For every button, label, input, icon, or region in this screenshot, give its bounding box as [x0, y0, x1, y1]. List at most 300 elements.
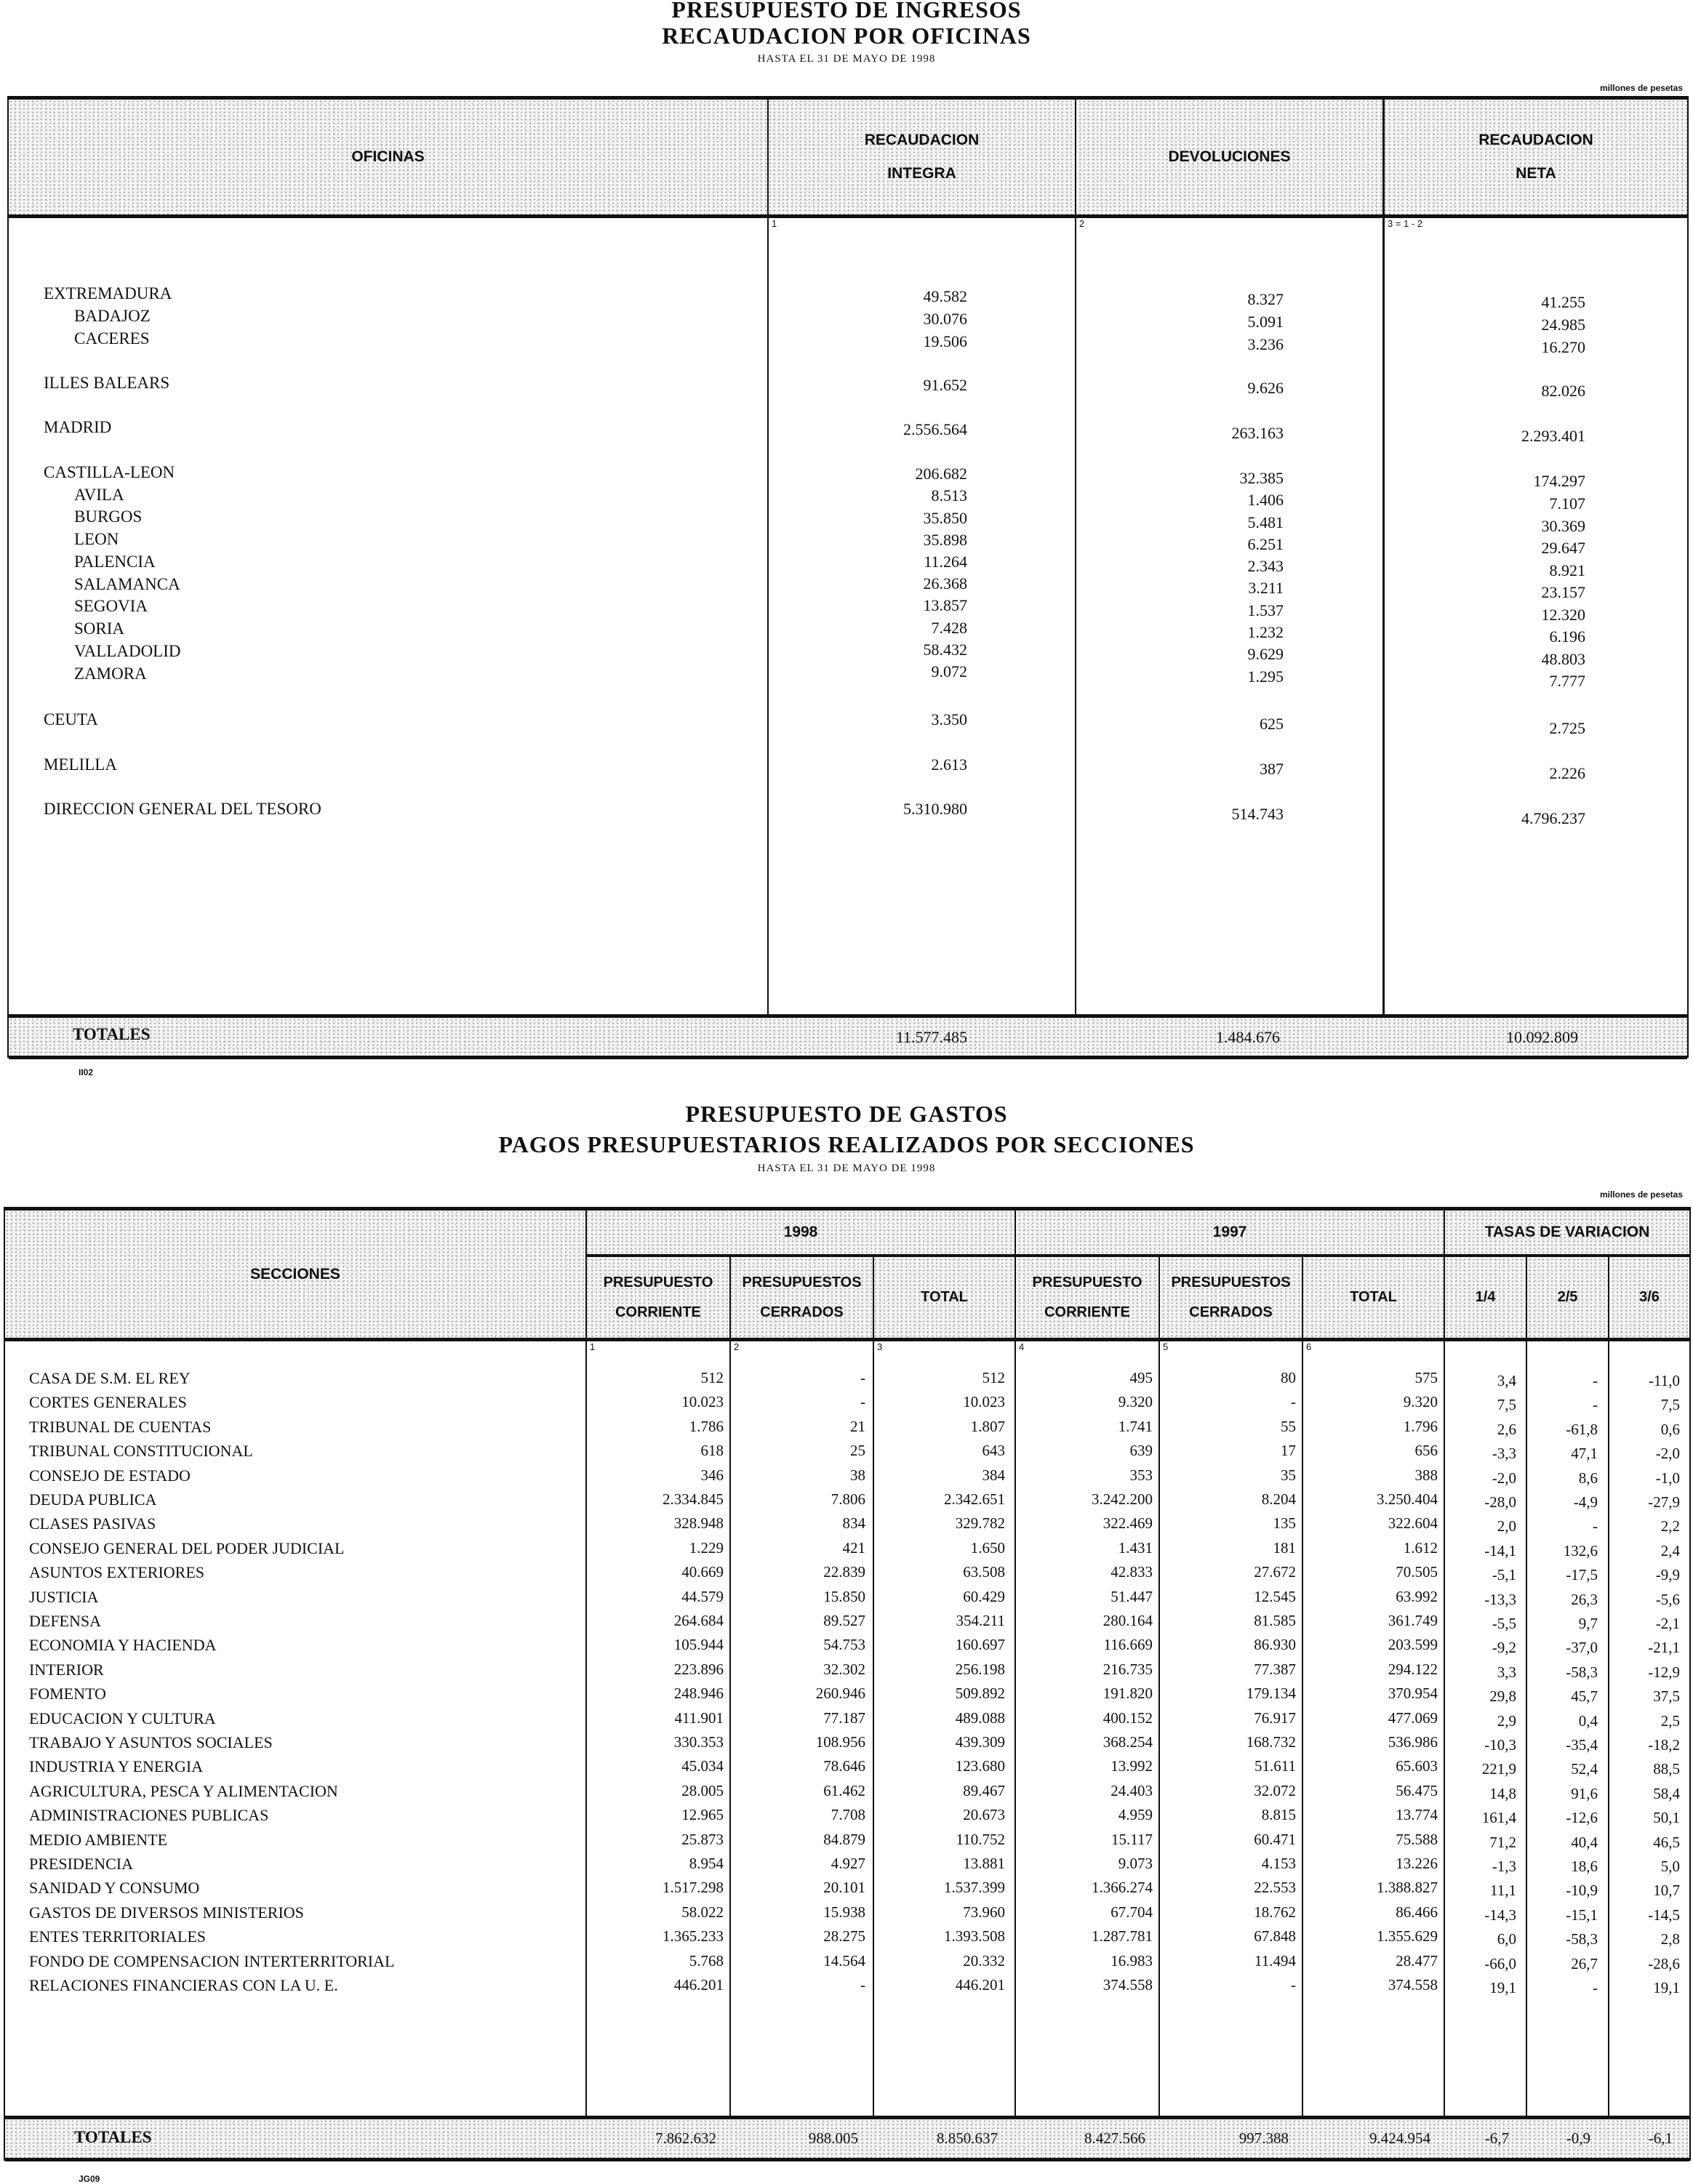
- total-cell: 988.005: [808, 2129, 858, 2147]
- cell-neta: 4.796.237: [1521, 809, 1585, 827]
- header-tasas-label: TASAS DE VARIACION: [1484, 1224, 1650, 1240]
- table-cell: 17: [1281, 1442, 1296, 1459]
- table-cell: 328.948: [673, 1514, 724, 1532]
- cell-integra: 5.310.980: [903, 800, 967, 818]
- total-cell: 8.427.566: [1084, 2129, 1145, 2147]
- row-name: MADRID: [44, 418, 112, 436]
- cell-devoluciones: 514.743: [1231, 805, 1284, 823]
- table-cell: 446.201: [955, 1976, 1005, 1994]
- table-cell: 7.708: [831, 1806, 865, 1823]
- table-cell: 3,4: [1497, 1372, 1516, 1389]
- totals-label: TOTALES: [73, 1025, 151, 1043]
- table-cell: -10,9: [1566, 1882, 1598, 1899]
- row-name: JUSTICIA: [29, 1588, 99, 1606]
- table-cell: 12.965: [681, 1806, 724, 1823]
- row-name: BADAJOZ: [74, 307, 151, 325]
- table-cell: 116.669: [1103, 1636, 1153, 1653]
- colnum-3: 3 = 1 - 2: [1388, 218, 1423, 229]
- table-cell: 8,6: [1578, 1469, 1598, 1487]
- table-cell: 61.462: [823, 1782, 865, 1799]
- header-rate-3-6: [1609, 1257, 1689, 1338]
- table-cell: 27.672: [1254, 1563, 1296, 1581]
- table-cell: 26,3: [1571, 1591, 1598, 1608]
- table-cell: 18.762: [1254, 1903, 1296, 1921]
- row-name: TRIBUNAL DE CUENTAS: [29, 1418, 212, 1436]
- table-cell: 161,4: [1481, 1809, 1516, 1826]
- table-cell: 368.254: [1102, 1733, 1153, 1751]
- table-cell: 22.553: [1254, 1879, 1296, 1896]
- table-cell: 22.839: [823, 1563, 865, 1581]
- ingresos-footer-code: II02: [79, 1067, 94, 1077]
- table-cell: 5.768: [689, 1952, 724, 1970]
- cell-neta: 29.647: [1541, 539, 1585, 557]
- row-name: CLASES PASIVAS: [29, 1514, 156, 1533]
- table-cell: 13.774: [1396, 1806, 1438, 1823]
- row-name: CORTES GENERALES: [29, 1393, 187, 1411]
- table-cell: 91,6: [1571, 1785, 1598, 1802]
- row-name: ILLES BALEARS: [44, 374, 170, 392]
- table-cell: 56.475: [1396, 1782, 1438, 1799]
- table-cell: 67.848: [1254, 1927, 1296, 1945]
- table-cell: 40,4: [1571, 1834, 1598, 1851]
- table-cell: 25: [850, 1442, 865, 1459]
- cell-neta: 16.270: [1541, 338, 1585, 356]
- table-cell: 40.669: [681, 1563, 724, 1581]
- table-cell: -: [1593, 1372, 1598, 1389]
- table-cell: 7,5: [1660, 1396, 1680, 1413]
- table-cell: 52,4: [1571, 1760, 1598, 1778]
- row-name: ZAMORA: [74, 665, 147, 683]
- table-cell: -18,2: [1648, 1736, 1680, 1754]
- column-divider: [1608, 1256, 1609, 2154]
- row-name: ADMINISTRACIONES PUBLICAS: [29, 1806, 269, 1824]
- table-cell: -14,5: [1648, 1906, 1680, 1924]
- table-cell: 51.611: [1254, 1757, 1296, 1775]
- table-cell: -: [860, 1976, 865, 1994]
- table-cell: 105.944: [673, 1636, 724, 1653]
- gastos-date: HASTA EL 31 DE MAYO DE 1998: [757, 1163, 936, 1174]
- gastos-table: [4, 1207, 1691, 2161]
- total-cell: 9.424.954: [1369, 2129, 1430, 2147]
- table-cell: -58,3: [1566, 1663, 1598, 1681]
- cell-devoluciones: 9.626: [1247, 379, 1284, 397]
- table-cell: 86.466: [1396, 1903, 1438, 1921]
- table-cell: 14,8: [1489, 1785, 1516, 1802]
- table-cell: -1,0: [1655, 1469, 1680, 1487]
- row-name: SANIDAD Y CONSUMO: [29, 1879, 200, 1897]
- gastos-title: PRESUPUESTO DE GASTOS: [685, 1101, 1008, 1127]
- table-cell: 1.612: [1403, 1539, 1438, 1557]
- table-cell: 73.960: [963, 1903, 1005, 1921]
- label: 1/4: [1475, 1289, 1496, 1305]
- header-devoluciones: [1076, 100, 1382, 214]
- table-cell: 21: [850, 1418, 865, 1435]
- table-cell: -5,5: [1492, 1615, 1516, 1632]
- cell-neta: 82.026: [1541, 382, 1585, 400]
- table-cell: 2,9: [1497, 1712, 1516, 1730]
- header-recaudacion-neta: [1385, 100, 1687, 214]
- table-cell: -9,2: [1492, 1639, 1516, 1656]
- gastos-units-note: millones de pesetas: [1599, 1189, 1683, 1200]
- table-cell: 20.673: [963, 1806, 1005, 1823]
- table-cell: 575: [1414, 1369, 1438, 1386]
- table-cell: 32.072: [1254, 1782, 1296, 1799]
- table-cell: 12.545: [1254, 1588, 1296, 1605]
- cell-devoluciones: 1.537: [1247, 601, 1284, 619]
- cell-neta: 2.226: [1549, 764, 1585, 782]
- table-cell: -4,9: [1573, 1493, 1598, 1511]
- table-cell: -3,3: [1492, 1445, 1516, 1462]
- table-cell: 168.732: [1246, 1733, 1296, 1751]
- table-cell: 2,6: [1497, 1421, 1516, 1438]
- header-1997-total: [1303, 1257, 1444, 1338]
- label-line1: PRESUPUESTO: [1032, 1274, 1142, 1290]
- table-cell: 1.431: [1118, 1539, 1153, 1557]
- cell-devoluciones: 8.327: [1247, 290, 1284, 308]
- column-divider: [1014, 1211, 1016, 2154]
- colnum-1: 1: [772, 218, 777, 229]
- cell-integra: 91.652: [923, 376, 967, 394]
- table-cell: 15.938: [823, 1903, 865, 1921]
- table-cell: 24.403: [1110, 1782, 1153, 1799]
- total-cell: 7.862.632: [655, 2129, 716, 2147]
- table-cell: 536.986: [1388, 1733, 1438, 1751]
- table-cell: 294.122: [1388, 1661, 1438, 1678]
- table-cell: 370.954: [1388, 1685, 1438, 1702]
- table-cell: -1,3: [1492, 1858, 1516, 1875]
- table-cell: 512: [982, 1369, 1005, 1386]
- table-cell: 4.927: [831, 1855, 865, 1872]
- table-cell: 388: [1414, 1466, 1438, 1484]
- cell-integra: 13.857: [923, 596, 967, 614]
- table-cell: 35: [1281, 1466, 1296, 1484]
- table-cell: 1.355.629: [1377, 1927, 1438, 1945]
- colnum-2: 2: [734, 1341, 740, 1352]
- row-name: INTERIOR: [29, 1661, 104, 1679]
- total-cell: -6,7: [1484, 2129, 1509, 2147]
- table-cell: 44.579: [681, 1588, 724, 1605]
- table-cell: 13.992: [1110, 1757, 1153, 1775]
- table-cell: 656: [1414, 1442, 1438, 1459]
- cell-neta: 2.725: [1549, 719, 1585, 737]
- row-name: BURGOS: [74, 507, 143, 526]
- colnum-3: 3: [877, 1341, 883, 1352]
- column-divider: [1382, 100, 1385, 1052]
- table-cell: -: [1593, 1517, 1598, 1535]
- table-cell: -5,6: [1655, 1591, 1680, 1608]
- column-divider: [1526, 1256, 1527, 2154]
- table-cell: 28.005: [681, 1782, 724, 1799]
- table-cell: 248.946: [673, 1685, 724, 1702]
- cell-integra: 26.368: [923, 574, 967, 593]
- cell-neta: 6.196: [1549, 627, 1585, 646]
- table-cell: 439.309: [955, 1733, 1005, 1751]
- table-cell: 76.917: [1254, 1709, 1296, 1727]
- table-cell: 1.650: [970, 1539, 1005, 1557]
- table-cell: 51.447: [1110, 1588, 1153, 1605]
- column-divider: [729, 1256, 731, 2154]
- table-cell: -35,4: [1566, 1736, 1598, 1754]
- table-cell: 9.320: [1118, 1393, 1153, 1410]
- table-cell: 8.815: [1261, 1806, 1296, 1823]
- label: TOTAL: [1350, 1289, 1397, 1305]
- cell-devoluciones: 9.629: [1247, 645, 1284, 663]
- column-divider: [873, 1256, 874, 2154]
- table-cell: 88,5: [1653, 1760, 1680, 1778]
- cell-devoluciones: 1.406: [1247, 491, 1284, 509]
- total-integra: 11.577.485: [895, 1028, 967, 1046]
- cell-integra: 35.898: [923, 531, 967, 549]
- table-cell: 77.187: [823, 1709, 865, 1727]
- table-cell: 374.558: [1102, 1976, 1153, 1994]
- cell-neta: 24.985: [1541, 316, 1585, 334]
- header-1998-presupuesto-corriente: [587, 1257, 729, 1338]
- table-cell: 1.537.399: [944, 1879, 1005, 1896]
- table-cell: -61,8: [1566, 1421, 1598, 1438]
- table-cell: 70.505: [1396, 1563, 1438, 1581]
- cell-integra: 8.513: [931, 486, 967, 505]
- ingresos-date: HASTA EL 31 DE MAYO DE 1998: [757, 53, 936, 65]
- label-line1: PRESUPUESTOS: [1171, 1274, 1291, 1290]
- cell-devoluciones: 5.481: [1247, 513, 1284, 531]
- table-cell: 1.741: [1118, 1418, 1153, 1435]
- table-cell: 55: [1281, 1418, 1296, 1435]
- ingresos-title: PRESUPUESTO DE INGRESOS: [671, 0, 1022, 23]
- header-1998-presupuestos-cerrados: [731, 1257, 873, 1338]
- table-cell: 58.022: [681, 1903, 724, 1921]
- row-name: CEUTA: [44, 710, 98, 728]
- cell-devoluciones: 625: [1260, 715, 1284, 733]
- table-cell: 8.954: [689, 1855, 724, 1872]
- row-name: TRIBUNAL CONSTITUCIONAL: [29, 1442, 253, 1460]
- row-name: DIRECCION GENERAL DEL TESORO: [44, 800, 321, 818]
- table-cell: 264.684: [673, 1612, 724, 1629]
- total-cell: 997.388: [1238, 2129, 1289, 2147]
- cell-neta: 48.803: [1541, 650, 1585, 668]
- table-cell: 86.930: [1254, 1636, 1296, 1653]
- row-name: CONSEJO GENERAL DEL PODER JUDICIAL: [29, 1539, 345, 1557]
- table-cell: 5,0: [1660, 1858, 1680, 1875]
- header-1997-presupuesto-corriente: [1016, 1257, 1158, 1338]
- table-cell: 3.250.404: [1377, 1490, 1438, 1508]
- table-cell: 7,5: [1497, 1396, 1516, 1413]
- cell-devoluciones: 6.251: [1247, 535, 1284, 553]
- table-cell: 89.527: [823, 1612, 865, 1629]
- table-cell: -28,0: [1484, 1493, 1516, 1511]
- column-divider: [1075, 100, 1076, 1052]
- cell-neta: 23.157: [1541, 583, 1585, 601]
- table-cell: 618: [700, 1442, 724, 1459]
- table-cell: 37,5: [1653, 1687, 1680, 1705]
- table-cell: 135: [1273, 1514, 1296, 1532]
- row-name: CASTILLA-LEON: [44, 463, 175, 481]
- table-cell: 495: [1129, 1369, 1153, 1386]
- table-cell: 89.467: [963, 1782, 1005, 1799]
- table-cell: 3.242.200: [1092, 1490, 1153, 1508]
- table-cell: 2,0: [1497, 1517, 1516, 1535]
- cell-integra: 7.428: [931, 619, 967, 637]
- table-cell: 32.302: [823, 1661, 865, 1678]
- table-cell: 322.604: [1388, 1514, 1438, 1532]
- row-name: VALLADOLID: [74, 642, 181, 660]
- table-cell: 1.365.233: [663, 1927, 724, 1945]
- header-year-1998-label: 1998: [783, 1224, 818, 1240]
- table-cell: 203.599: [1388, 1636, 1438, 1653]
- header-oficinas-label: OFICINAS: [351, 148, 425, 165]
- table-cell: 400.152: [1102, 1709, 1153, 1727]
- cell-integra: 2.556.564: [903, 420, 967, 438]
- table-cell: 216.735: [1102, 1661, 1153, 1678]
- table-cell: 834: [842, 1514, 865, 1532]
- table-cell: 2.334.845: [663, 1490, 724, 1508]
- table-cell: 1.388.827: [1377, 1879, 1438, 1896]
- table-cell: 509.892: [955, 1685, 1005, 1702]
- total-cell: -6,1: [1648, 2129, 1673, 2147]
- table-cell: -5,1: [1492, 1566, 1516, 1583]
- table-cell: 7.806: [831, 1490, 865, 1508]
- header-year-1997-label: 1997: [1212, 1224, 1247, 1240]
- totals-label: TOTALES: [74, 2128, 152, 2146]
- table-cell: 2,4: [1660, 1542, 1680, 1559]
- table-cell: -21,1: [1648, 1639, 1680, 1656]
- table-cell: 256.198: [955, 1661, 1005, 1678]
- table-cell: 330.353: [673, 1733, 724, 1751]
- cell-integra: 19.506: [923, 332, 967, 350]
- table-cell: 489.088: [955, 1709, 1005, 1727]
- column-divider: [585, 1211, 587, 2154]
- table-cell: 374.558: [1388, 1976, 1438, 1994]
- label-line1: PRESUPUESTO: [603, 1274, 713, 1290]
- cell-devoluciones: 3.236: [1247, 335, 1284, 353]
- cell-integra: 3.350: [931, 710, 967, 728]
- colnum-4: 4: [1019, 1341, 1025, 1352]
- table-cell: 9,7: [1578, 1615, 1598, 1632]
- table-cell: -12,9: [1648, 1663, 1680, 1681]
- table-cell: 11.494: [1254, 1952, 1296, 1970]
- table-cell: 15.850: [823, 1588, 865, 1605]
- column-divider: [767, 100, 769, 1052]
- table-cell: 1.786: [689, 1418, 724, 1435]
- cell-neta: 7.107: [1549, 494, 1585, 513]
- table-cell: 67.704: [1110, 1903, 1153, 1921]
- table-cell: 0,4: [1578, 1712, 1598, 1730]
- ingresos-units-note: millones de pesetas: [1599, 83, 1683, 93]
- table-cell: 354.211: [956, 1612, 1005, 1629]
- table-cell: -2,0: [1492, 1469, 1516, 1487]
- table-cell: 15.117: [1111, 1831, 1153, 1848]
- cell-devoluciones: 1.232: [1247, 623, 1284, 641]
- total-devoluciones: 1.484.676: [1216, 1028, 1280, 1046]
- table-cell: 132,6: [1563, 1542, 1598, 1559]
- colnum-1: 1: [590, 1341, 596, 1352]
- cell-neta: 12.320: [1541, 606, 1585, 624]
- ingresos-subtitle: RECAUDACION POR OFICINAS: [662, 23, 1031, 49]
- cell-devoluciones: 32.385: [1239, 469, 1284, 487]
- column-divider: [1444, 1211, 1445, 2154]
- cell-neta: 174.297: [1533, 472, 1585, 490]
- table-cell: 13.881: [963, 1855, 1005, 1872]
- cell-neta: 41.255: [1541, 293, 1585, 311]
- label-line2: CORRIENTE: [1044, 1304, 1130, 1320]
- table-cell: 108.956: [815, 1733, 865, 1751]
- row-name: FONDO DE COMPENSACION INTERTERRITORIAL: [29, 1952, 395, 1970]
- table-cell: -27,9: [1648, 1493, 1680, 1511]
- table-cell: 446.201: [673, 1976, 724, 1994]
- table-cell: 10.023: [681, 1393, 724, 1410]
- cell-neta: 7.777: [1549, 672, 1585, 690]
- gastos-footer-code: JG09: [79, 2174, 100, 2184]
- column-divider: [1158, 1256, 1160, 2154]
- table-cell: -: [1593, 1979, 1598, 1996]
- row-name: MEDIO AMBIENTE: [29, 1831, 168, 1849]
- cell-integra: 58.432: [923, 641, 967, 659]
- cell-integra: 30.076: [923, 310, 967, 328]
- table-cell: 353: [1129, 1466, 1153, 1484]
- table-cell: 50,1: [1653, 1809, 1680, 1826]
- ingresos-table: [7, 96, 1689, 1058]
- table-cell: 60.429: [963, 1588, 1005, 1605]
- table-cell: 0,6: [1660, 1421, 1680, 1438]
- table-cell: 20.332: [963, 1952, 1005, 1970]
- table-cell: 6,0: [1497, 1930, 1516, 1948]
- table-cell: 123.680: [955, 1757, 1005, 1775]
- table-cell: 477.069: [1388, 1709, 1438, 1727]
- total-cell: 8.850.637: [937, 2129, 998, 2147]
- table-cell: -11,0: [1649, 1372, 1680, 1389]
- label-line1: PRESUPUESTOS: [742, 1274, 862, 1290]
- cell-devoluciones: 263.163: [1231, 424, 1284, 442]
- table-cell: 45,7: [1571, 1687, 1598, 1705]
- table-cell: -14,1: [1484, 1542, 1516, 1559]
- table-cell: 19,1: [1653, 1979, 1680, 1996]
- table-cell: 13.226: [1396, 1855, 1438, 1872]
- row-name: AVILA: [74, 486, 124, 504]
- row-name: FOMENTO: [29, 1685, 106, 1703]
- cell-devoluciones: 5.091: [1247, 313, 1284, 331]
- header-secciones: [5, 1211, 585, 1338]
- table-cell: 2,2: [1660, 1517, 1680, 1535]
- table-cell: 9.073: [1118, 1855, 1153, 1872]
- table-cell: -66,0: [1484, 1955, 1516, 1972]
- table-cell: -: [1291, 1393, 1296, 1410]
- header-rate-1-4: [1445, 1257, 1526, 1338]
- table-cell: -2,1: [1655, 1615, 1680, 1632]
- table-cell: 4.959: [1118, 1806, 1153, 1823]
- table-cell: -37,0: [1566, 1639, 1598, 1656]
- table-cell: 47,1: [1571, 1445, 1598, 1462]
- table-cell: 260.946: [815, 1685, 865, 1702]
- table-cell: -: [860, 1393, 865, 1410]
- row-name: PRESIDENCIA: [29, 1855, 134, 1873]
- table-cell: 38: [850, 1466, 865, 1484]
- header-neta-line2: NETA: [1516, 165, 1556, 182]
- table-cell: 4.153: [1261, 1855, 1296, 1872]
- total-cell: -0,9: [1566, 2129, 1590, 2147]
- table-cell: 160.697: [955, 1636, 1005, 1653]
- table-cell: 10,7: [1653, 1882, 1680, 1899]
- table-cell: 75.588: [1396, 1831, 1438, 1848]
- table-cell: -15,1: [1566, 1906, 1598, 1924]
- row-name: SEGOVIA: [74, 597, 148, 615]
- cell-integra: 49.582: [923, 287, 967, 305]
- table-cell: 639: [1129, 1442, 1153, 1459]
- row-name: CONSEJO DE ESTADO: [29, 1466, 191, 1485]
- row-name: AGRICULTURA, PESCA Y ALIMENTACION: [29, 1782, 338, 1800]
- table-cell: 9.320: [1403, 1393, 1438, 1410]
- header-1998-total: [874, 1257, 1014, 1338]
- table-cell: 643: [982, 1442, 1005, 1459]
- cell-devoluciones: 387: [1260, 760, 1284, 778]
